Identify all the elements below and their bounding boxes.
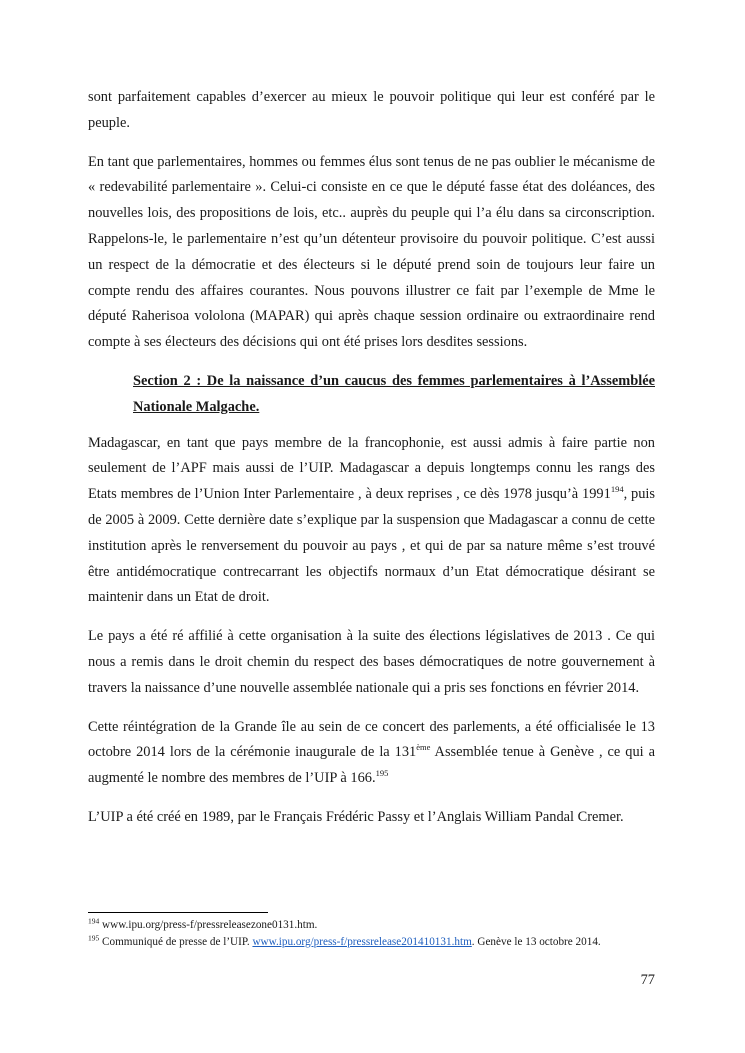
paragraph-5 — [88, 715, 655, 792]
section-heading: Section 2 : De la naissance d’un caucus des femmes parlementaires à l’Assemblée Nationale Malgache. — [133, 372, 655, 415]
page-number: 77 — [640, 972, 655, 988]
footnote-link[interactable]: www.ipu.org/press-f/pressrelease201410131.htm — [252, 935, 472, 948]
paragraph-3 — [88, 431, 655, 612]
footnote-194 — [88, 918, 655, 933]
footnote-ref-194[interactable]: 194 — [610, 484, 624, 495]
footnote-separator — [88, 912, 268, 913]
paragraph-4: Le pays a été ré affilié à cette organisation à la suite des élections législatives de 2013 . Ce qui nous a remis dans le droit chemin du respect des bases démocratiques de notre gouvernement à travers la naissance d’une nouvelle assemblée nationale qui a pris ses fonctions en février 2014. — [88, 628, 655, 696]
footnotes — [88, 918, 655, 951]
paragraph-2: En tant que parlementaires, hommes ou femmes élus sont tenus de ne pas oublier le mécanisme de « redevabilité parlementaire ». Celui-ci consiste en ce que le député fasse état des doléances, des nouvelles lois, des propositions de lois, etc.. auprès du peuple qui l’a élu dans sa circonscription. Rappelons-le, le parlementaire n’est qu’un détenteur provisoire du pouvoir politique. C’est aussi un respect de la démocratie et des électeurs si le député prend soin de toujours leur faire un compte rendu des affaires courantes. Nous pouvons illustrer ce fait par l’exemple de Mme le député Raherisoa vololona (MAPAR) qui après chaque session ordinaire ou extraordinaire rend compte à ses électeurs des décisions qui ont été prises lors desdites sessions. — [88, 153, 655, 351]
paragraph-6: L’UIP a été créé en 1989, par le Français Frédéric Passy et l’Anglais William Pandal Cremer. — [88, 808, 624, 825]
footnote-number: 194 — [88, 916, 100, 926]
footnote-text: www.ipu.org/press-f/pressreleasezone0131.htm. — [99, 919, 318, 931]
paragraph-5-part-b: Assemblée tenue à Genève , ce qui a augmenté le nombre des membres de l’UIP à 166. — [88, 744, 655, 787]
paragraph-1: sont parfaitement capables d’exercer au mieux le pouvoir politique qui leur est conféré par le peuple. — [88, 89, 655, 131]
footnote-number: 195 — [88, 932, 100, 942]
paragraph-3-part-b: , puis de 2005 à 2009. Cette dernière date s’explique par la suspension que Madagascar a connu de cette institution après le renversement du pouvoir au pays , et qui de par sa nature même s’est trouvé être antidémocratique contrecarrant les objectifs normaux d’un Etat démocratique désirant se maintenir dans un Etat de droit. — [88, 486, 655, 606]
footnote-195 — [88, 932, 655, 950]
body-text — [88, 85, 655, 844]
footnote-text-end: . Genève le 13 octobre 2014. — [471, 935, 601, 948]
paragraph-5-part-a: Cette réintégration de la Grande île au sein de ce concert des parlements, a été officialisée le 13 octobre 2014 lors de la cérémonie inaugurale de la 131 — [88, 718, 655, 761]
footnote-ref-195[interactable]: 195 — [375, 768, 389, 779]
footnote-text: Communiqué de presse de l’UIP. — [99, 935, 253, 948]
paragraph-3-part-a: Madagascar, en tant que pays membre de la francophonie, est aussi admis à faire partie non seulement de l’APF mais aussi de l’UIP. Madagascar a depuis longtemps connu les rangs des Etats membres de l’Union Inter Parlementaire , à deux reprises , ce dès 1978 jusqu’à 1991 — [88, 434, 655, 503]
ordinal-superscript: ème — [416, 742, 431, 753]
